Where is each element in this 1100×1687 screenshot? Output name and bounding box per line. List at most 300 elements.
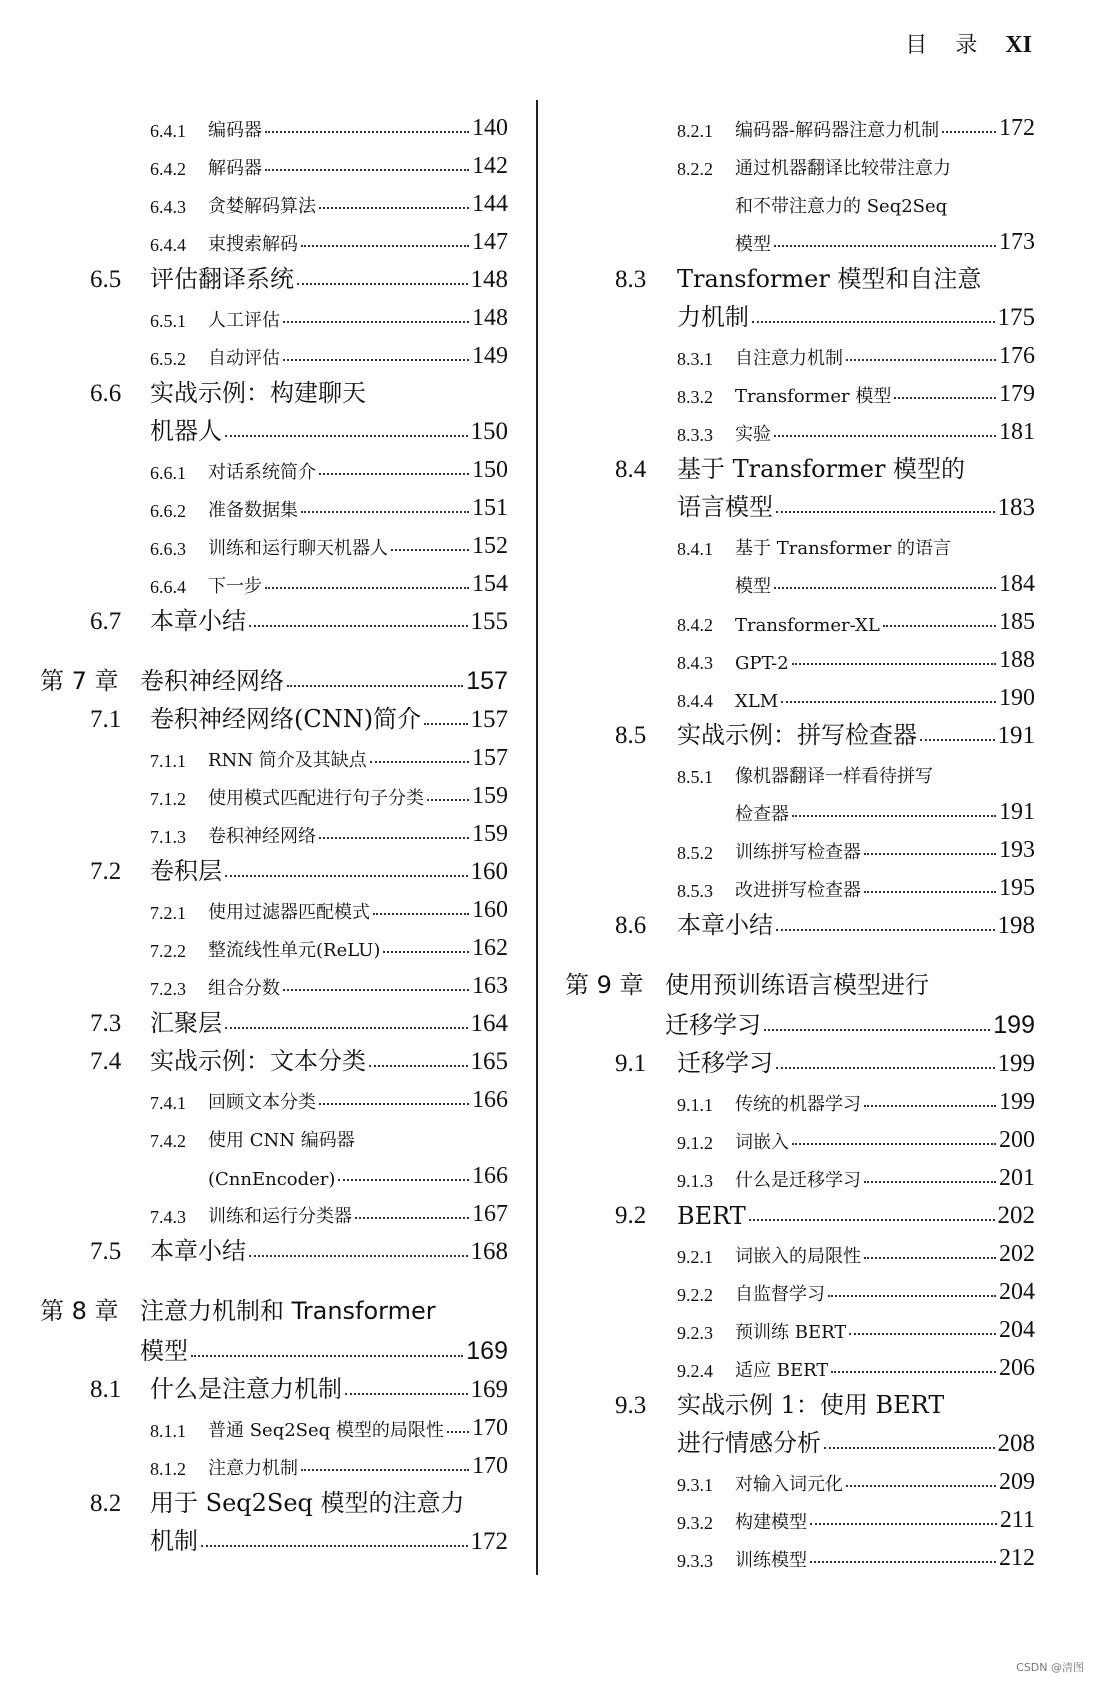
toc-entry-title: 预训练 BERT xyxy=(735,1322,847,1343)
toc-dot-leader xyxy=(864,1105,996,1107)
toc-dot-leader xyxy=(792,663,996,665)
toc-entry-page: 175 xyxy=(997,304,1035,331)
toc-entry-number: 8.2 xyxy=(90,1490,122,1517)
toc-entry-sub[interactable] xyxy=(40,810,508,848)
toc-dot-leader xyxy=(265,131,469,133)
toc-entry-page: 169 xyxy=(470,1376,508,1403)
toc-entry-sec[interactable] xyxy=(40,1038,508,1076)
toc-entry-sub[interactable] xyxy=(565,1230,1035,1268)
toc-entry-title: 人工评估 xyxy=(208,310,280,331)
toc-entry-page: 202 xyxy=(999,1241,1035,1267)
toc-gap xyxy=(40,1266,508,1286)
toc-dot-leader xyxy=(369,1065,468,1067)
toc-entry-title: 卷积层 xyxy=(150,857,222,885)
toc-entry-title: 束搜索解码 xyxy=(208,234,298,255)
toc-entry-number: 9.2.2 xyxy=(677,1285,713,1305)
toc-dot-leader xyxy=(781,701,996,703)
toc-entry-title: 通过机器翻译比较带注意力 xyxy=(735,158,951,179)
toc-entry-sec[interactable] xyxy=(565,902,1035,940)
toc-dot-leader xyxy=(427,799,469,801)
toc-entry-page: 183 xyxy=(997,494,1035,521)
toc-entry-page: 152 xyxy=(472,533,508,559)
toc-dot-leader xyxy=(831,1371,996,1373)
toc-entry-sec[interactable] xyxy=(565,294,1035,332)
toc-entry-title: Transformer 模型和自注意 xyxy=(677,265,982,293)
toc-entry-number: 7.4.1 xyxy=(150,1093,186,1113)
toc-entry-number: 9.2.1 xyxy=(677,1247,713,1267)
toc-dot-leader xyxy=(201,1545,468,1547)
toc-entry-sub[interactable] xyxy=(40,1442,508,1480)
toc-entry-page: 200 xyxy=(999,1127,1035,1153)
toc-dot-leader xyxy=(846,1485,996,1487)
toc-entry-title: 自监督学习 xyxy=(735,1284,825,1305)
toc-entry-title: 注意力机制 xyxy=(208,1458,298,1479)
toc-entry-page: 164 xyxy=(470,1010,508,1037)
toc-entry-number: 第 7 章 xyxy=(40,667,119,695)
toc-entry-sub[interactable] xyxy=(565,1116,1035,1154)
toc-entry-page: 157 xyxy=(470,706,508,733)
toc-entry-page: 144 xyxy=(472,191,508,217)
toc-entry-page: 162 xyxy=(472,935,508,961)
toc-dot-leader xyxy=(864,891,996,893)
toc-entry-title: 模型 xyxy=(140,1337,188,1365)
page-header xyxy=(905,28,1032,59)
toc-entry-title: 词嵌入的局限性 xyxy=(735,1246,861,1267)
toc-entry-title: 什么是注意力机制 xyxy=(150,1375,342,1403)
toc-entry-number: 9.3 xyxy=(615,1392,647,1419)
toc-dot-leader xyxy=(824,1447,995,1449)
toc-entry-number: 8.4.1 xyxy=(677,539,713,559)
toc-entry-sub[interactable] xyxy=(565,826,1035,864)
toc-entry-sub[interactable] xyxy=(565,1268,1035,1306)
toc-entry-sub[interactable] xyxy=(565,750,1035,788)
toc-entry-sec[interactable] xyxy=(40,696,508,734)
toc-entry-page: 169 xyxy=(466,1337,508,1365)
toc-entry-title: 本章小结 xyxy=(677,911,773,939)
toc-entry-title: 模型 xyxy=(735,234,771,255)
toc-entry-number: 8.3.3 xyxy=(677,425,713,445)
toc-entry-sub[interactable] xyxy=(40,734,508,772)
toc-entry-title: 构建模型 xyxy=(735,1512,807,1533)
toc-entry-number: 6.6.4 xyxy=(150,577,186,597)
toc-entry-title: 本章小结 xyxy=(150,607,246,635)
toc-dot-leader xyxy=(345,1393,468,1395)
toc-dot-leader xyxy=(319,1103,469,1105)
toc-dot-leader xyxy=(846,359,996,361)
toc-entry-page: 176 xyxy=(999,343,1035,369)
toc-entry-sec[interactable] xyxy=(40,1480,508,1518)
toc-entry-sec[interactable] xyxy=(40,370,508,408)
toc-entry-title: 自动评估 xyxy=(208,348,280,369)
toc-entry-number: 9.1.2 xyxy=(677,1133,713,1153)
toc-entry-sec[interactable] xyxy=(40,598,508,636)
toc-dot-leader xyxy=(370,761,469,763)
toc-entry-page: 191 xyxy=(999,799,1035,825)
toc-dot-leader xyxy=(864,1181,996,1183)
toc-entry-number: 8.4.2 xyxy=(677,615,713,635)
toc-entry-sub[interactable] xyxy=(565,1154,1035,1192)
toc-dot-leader xyxy=(338,1179,469,1181)
toc-entry-sub[interactable] xyxy=(40,1152,508,1190)
toc-entry-sub[interactable] xyxy=(40,886,508,924)
toc-entry-page: 199 xyxy=(999,1089,1035,1115)
toc-entry-title: 和不带注意力的 Seq2Seq xyxy=(735,196,948,217)
toc-entry-page: 190 xyxy=(999,685,1035,711)
toc-entry-sub[interactable] xyxy=(565,864,1035,902)
toc-entry-title: 实战示例 1：使用 BERT xyxy=(677,1391,945,1419)
toc-entry-page: 170 xyxy=(472,1415,508,1441)
toc-entry-number: 8.4.3 xyxy=(677,653,713,673)
toc-entry-title: 卷积神经网络 xyxy=(208,826,316,847)
toc-entry-page: 199 xyxy=(993,1011,1035,1039)
toc-entry-title: 回顾文本分类 xyxy=(208,1092,316,1113)
toc-entry-title: 整流线性单元(ReLU) xyxy=(208,940,381,961)
toc-dot-leader xyxy=(283,989,469,991)
toc-entry-sec[interactable] xyxy=(40,1366,508,1404)
toc-entry-title: 实验 xyxy=(735,424,771,445)
toc-entry-sub[interactable] xyxy=(40,218,508,256)
toc-dot-leader xyxy=(776,929,995,931)
toc-entry-number: 8.2.1 xyxy=(677,121,713,141)
toc-right-column xyxy=(565,104,1035,1572)
column-divider xyxy=(536,100,538,1575)
toc-left-column xyxy=(40,104,508,1556)
toc-entry-sec[interactable] xyxy=(40,1000,508,1038)
toc-entry-page: 173 xyxy=(999,229,1035,255)
toc-dot-leader xyxy=(776,1067,995,1069)
toc-dot-leader xyxy=(391,549,469,551)
toc-entry-sub[interactable] xyxy=(565,180,1035,218)
toc-entry-page: 159 xyxy=(472,821,508,847)
toc-entry-title: 机器人 xyxy=(150,417,222,445)
toc-entry-page: 147 xyxy=(472,229,508,255)
toc-entry-sub[interactable] xyxy=(40,104,508,142)
toc-entry-number: 7.1.3 xyxy=(150,827,186,847)
toc-entry-number: 6.4.2 xyxy=(150,159,186,179)
toc-entry-sec[interactable] xyxy=(565,1192,1035,1230)
toc-entry-sub[interactable] xyxy=(565,142,1035,180)
toc-entry-title: BERT xyxy=(677,1202,746,1230)
toc-entry-title: 进行情感分析 xyxy=(677,1429,821,1457)
toc-entry-sub[interactable] xyxy=(565,1306,1035,1344)
toc-dot-leader xyxy=(810,1523,997,1525)
toc-entry-title: 对话系统简介 xyxy=(208,462,316,483)
toc-entry-title: 基于 Transformer 模型的 xyxy=(677,455,966,483)
toc-entry-title: 解码器 xyxy=(208,158,262,179)
toc-entry-number: 6.6.3 xyxy=(150,539,186,559)
toc-entry-number: 9.3.1 xyxy=(677,1475,713,1495)
toc-entry-sub[interactable] xyxy=(40,180,508,218)
toc-entry-title: 模型 xyxy=(735,576,771,597)
toc-entry-sub[interactable] xyxy=(40,142,508,180)
toc-entry-sub[interactable] xyxy=(565,788,1035,826)
toc-entry-sub[interactable] xyxy=(565,636,1035,674)
toc-entry-number: 8.1.2 xyxy=(150,1459,186,1479)
toc-entry-number: 7.5 xyxy=(90,1238,122,1265)
toc-entry-number: 第 8 章 xyxy=(40,1297,119,1325)
toc-entry-number: 8.3 xyxy=(615,266,647,293)
toc-dot-leader xyxy=(301,1469,469,1471)
toc-entry-number: 9.2.4 xyxy=(677,1361,713,1381)
toc-entry-title: (CnnEncoder) xyxy=(208,1169,336,1190)
toc-entry-number: 7.1.2 xyxy=(150,789,186,809)
toc-entry-number: 8.6 xyxy=(615,912,647,939)
toc-dot-leader xyxy=(319,207,469,209)
toc-entry-page: 211 xyxy=(999,1507,1035,1533)
toc-entry-sub[interactable] xyxy=(565,522,1035,560)
toc-entry-title: 使用模式匹配进行句子分类 xyxy=(208,788,424,809)
toc-entry-page: 157 xyxy=(472,745,508,771)
toc-entry-number: 6.4.3 xyxy=(150,197,186,217)
toc-entry-sub[interactable] xyxy=(565,1496,1035,1534)
toc-entry-title: 卷积神经网络 xyxy=(140,667,284,695)
toc-entry-page: 188 xyxy=(999,647,1035,673)
toc-dot-leader xyxy=(883,625,996,627)
toc-entry-sub[interactable] xyxy=(565,560,1035,598)
toc-entry-title: GPT-2 xyxy=(735,653,789,674)
toc-entry-chap[interactable] xyxy=(565,960,1035,1000)
toc-dot-leader xyxy=(319,837,469,839)
toc-entry-sec[interactable] xyxy=(565,484,1035,522)
toc-entry-title: 迁移学习 xyxy=(665,1011,761,1039)
toc-entry-page: 179 xyxy=(999,381,1035,407)
toc-entry-title: 用于 Seq2Seq 模型的注意力 xyxy=(150,1489,465,1517)
toc-dot-leader xyxy=(225,875,468,877)
toc-entry-page: 148 xyxy=(472,305,508,331)
toc-entry-sec[interactable] xyxy=(565,1420,1035,1458)
toc-entry-number: 6.4.4 xyxy=(150,235,186,255)
toc-dot-leader xyxy=(774,245,996,247)
toc-entry-sec[interactable] xyxy=(40,408,508,446)
toc-entry-page: 193 xyxy=(999,837,1035,863)
toc-entry-title: 像机器翻译一样看待拼写 xyxy=(735,766,933,787)
toc-entry-number: 6.4.1 xyxy=(150,121,186,141)
toc-entry-sec[interactable] xyxy=(565,1040,1035,1078)
toc-entry-page: 166 xyxy=(472,1163,508,1189)
toc-entry-title: 训练模型 xyxy=(735,1550,807,1571)
toc-entry-chap[interactable] xyxy=(40,1326,508,1366)
toc-entry-sub[interactable] xyxy=(565,408,1035,446)
toc-entry-number: 8.5.3 xyxy=(677,881,713,901)
toc-entry-sub[interactable] xyxy=(40,484,508,522)
toc-dot-leader xyxy=(301,511,469,513)
toc-entry-sub[interactable] xyxy=(40,560,508,598)
toc-entry-number: 7.4.3 xyxy=(150,1207,186,1227)
toc-entry-number: 6.5.2 xyxy=(150,349,186,369)
toc-entry-sec[interactable] xyxy=(565,446,1035,484)
toc-entry-page: 212 xyxy=(999,1545,1035,1571)
toc-entry-title: 编码器 xyxy=(208,120,262,141)
toc-entry-title: 汇聚层 xyxy=(150,1009,222,1037)
toc-entry-page: 140 xyxy=(472,115,508,141)
header-label-lu: 录 xyxy=(955,33,978,58)
toc-entry-title: 卷积神经网络(CNN)简介 xyxy=(150,705,422,733)
toc-dot-leader xyxy=(191,1355,463,1357)
toc-entry-page: 181 xyxy=(999,419,1035,445)
toc-dot-leader xyxy=(373,913,469,915)
toc-dot-leader xyxy=(225,435,468,437)
toc-entry-page: 206 xyxy=(999,1355,1035,1381)
toc-entry-page: 160 xyxy=(470,858,508,885)
toc-entry-title: 训练拼写检查器 xyxy=(735,842,861,863)
toc-dot-leader xyxy=(283,359,469,361)
toc-dot-leader xyxy=(265,587,469,589)
toc-entry-number: 8.4 xyxy=(615,456,647,483)
toc-entry-page: 170 xyxy=(472,1453,508,1479)
toc-entry-title: 检查器 xyxy=(735,804,789,825)
toc-entry-sub[interactable] xyxy=(565,332,1035,370)
toc-entry-chap[interactable] xyxy=(565,1000,1035,1040)
toc-entry-title: 实战示例：拼写检查器 xyxy=(677,721,917,749)
toc-entry-title: 本章小结 xyxy=(150,1237,246,1265)
header-page-number: XI xyxy=(1005,32,1032,58)
toc-entry-title: 实战示例：文本分类 xyxy=(150,1047,366,1075)
toc-entry-number: 7.4 xyxy=(90,1048,122,1075)
toc-entry-number: 8.3.2 xyxy=(677,387,713,407)
toc-entry-page: 198 xyxy=(997,912,1035,939)
toc-entry-page: 204 xyxy=(999,1279,1035,1305)
toc-entry-number: 6.5 xyxy=(90,266,122,293)
toc-entry-number: 7.2.2 xyxy=(150,941,186,961)
toc-entry-sub[interactable] xyxy=(565,1078,1035,1116)
toc-entry-number: 8.1.1 xyxy=(150,1421,186,1441)
toc-entry-page: 160 xyxy=(472,897,508,923)
toc-entry-sub[interactable] xyxy=(565,104,1035,142)
toc-dot-leader xyxy=(864,1257,996,1259)
toc-entry-number: 9.3.2 xyxy=(677,1513,713,1533)
toc-entry-page: 199 xyxy=(997,1050,1035,1077)
toc-entry-number: 9.1 xyxy=(615,1050,647,1077)
toc-entry-number: 6.7 xyxy=(90,608,122,635)
toc-entry-title: 实战示例：构建聊天 xyxy=(150,379,366,407)
toc-dot-leader xyxy=(792,815,996,817)
toc-entry-title: 贪婪解码算法 xyxy=(208,196,316,217)
toc-entry-sec[interactable] xyxy=(565,256,1035,294)
toc-entry-title: 训练和运行聊天机器人 xyxy=(208,538,388,559)
toc-entry-title: 使用过滤器匹配模式 xyxy=(208,902,370,923)
toc-entry-title: 迁移学习 xyxy=(677,1049,773,1077)
toc-entry-sub[interactable] xyxy=(565,218,1035,256)
toc-dot-leader xyxy=(894,397,996,399)
toc-gap xyxy=(40,636,508,656)
toc-entry-title: 使用 CNN 编码器 xyxy=(208,1130,355,1151)
toc-dot-leader xyxy=(792,1143,996,1145)
toc-entry-sec[interactable] xyxy=(40,1228,508,1266)
toc-entry-page: 149 xyxy=(472,343,508,369)
toc-entry-title: 评估翻译系统 xyxy=(150,265,294,293)
toc-entry-sub[interactable] xyxy=(40,332,508,370)
toc-entry-title: Transformer 模型 xyxy=(735,386,892,407)
toc-entry-page: 191 xyxy=(997,722,1035,749)
toc-dot-leader xyxy=(225,1027,468,1029)
toc-entry-sec[interactable] xyxy=(565,712,1035,750)
toc-entry-number: 9.1.3 xyxy=(677,1171,713,1191)
toc-dot-leader xyxy=(774,587,996,589)
toc-dot-leader xyxy=(319,473,469,475)
toc-dot-leader xyxy=(283,321,469,323)
toc-entry-title: 注意力机制和 Transformer xyxy=(140,1297,436,1325)
toc-entry-title: RNN 简介及其缺点 xyxy=(208,750,367,771)
toc-entry-page: 208 xyxy=(997,1430,1035,1457)
toc-entry-sec[interactable] xyxy=(40,848,508,886)
toc-entry-page: 184 xyxy=(999,571,1035,597)
toc-entry-chap[interactable] xyxy=(40,1286,508,1326)
toc-entry-title: 普通 Seq2Seq 模型的局限性 xyxy=(208,1420,444,1441)
toc-entry-number: 9.2 xyxy=(615,1202,647,1229)
toc-entry-page: 155 xyxy=(470,608,508,635)
toc-entry-sub[interactable] xyxy=(565,674,1035,712)
toc-entry-number: 7.3 xyxy=(90,1010,122,1037)
toc-entry-sub[interactable] xyxy=(565,370,1035,408)
toc-dot-leader xyxy=(752,321,995,323)
toc-entry-sub[interactable] xyxy=(40,924,508,962)
toc-entry-chap[interactable] xyxy=(40,656,508,696)
toc-entry-number: 8.5.2 xyxy=(677,843,713,863)
toc-entry-page: 202 xyxy=(997,1202,1035,1229)
toc-entry-page: 157 xyxy=(466,667,508,695)
toc-entry-number: 9.3.3 xyxy=(677,1551,713,1571)
toc-entry-page: 166 xyxy=(472,1087,508,1113)
toc-dot-leader xyxy=(301,245,469,247)
toc-dot-leader xyxy=(249,625,468,627)
toc-entry-title: 训练和运行分类器 xyxy=(208,1206,352,1227)
toc-entry-sec[interactable] xyxy=(565,1382,1035,1420)
toc-entry-page: 151 xyxy=(472,495,508,521)
toc-dot-leader xyxy=(810,1561,996,1563)
toc-entry-title: 基于 Transformer 的语言 xyxy=(735,538,952,559)
toc-entry-sub[interactable] xyxy=(40,772,508,810)
toc-entry-title: 自注意力机制 xyxy=(735,348,843,369)
toc-entry-number: 8.5.1 xyxy=(677,767,713,787)
toc-dot-leader xyxy=(447,1431,469,1433)
toc-entry-page: 163 xyxy=(472,973,508,999)
toc-entry-sub[interactable] xyxy=(565,1458,1035,1496)
toc-entry-title: 改进拼写检查器 xyxy=(735,880,861,901)
toc-entry-page: 167 xyxy=(472,1201,508,1227)
toc-entry-title: 力机制 xyxy=(677,303,749,331)
toc-entry-sec[interactable] xyxy=(40,1518,508,1556)
toc-entry-sub[interactable] xyxy=(565,1534,1035,1572)
toc-entry-title: XLM xyxy=(735,691,779,712)
toc-entry-sub[interactable] xyxy=(40,1404,508,1442)
toc-entry-sub[interactable] xyxy=(40,294,508,332)
toc-entry-page: 209 xyxy=(999,1469,1035,1495)
toc-entry-page: 148 xyxy=(470,266,508,293)
toc-entry-sub[interactable] xyxy=(565,1344,1035,1382)
toc-entry-number: 7.1.1 xyxy=(150,751,186,771)
toc-dot-leader xyxy=(764,1029,990,1031)
toc-entry-sub[interactable] xyxy=(565,598,1035,636)
toc-entry-sub[interactable] xyxy=(40,962,508,1000)
toc-entry-page: 165 xyxy=(470,1048,508,1075)
toc-dot-leader xyxy=(828,1295,996,1297)
toc-entry-sub[interactable] xyxy=(40,1190,508,1228)
toc-dot-leader xyxy=(864,853,996,855)
toc-entry-title: Transformer-XL xyxy=(735,615,880,636)
toc-entry-number: 6.6.2 xyxy=(150,501,186,521)
toc-entry-sub[interactable] xyxy=(40,1076,508,1114)
toc-entry-title: 适应 BERT xyxy=(735,1360,829,1381)
toc-dot-leader xyxy=(249,1255,468,1257)
toc-entry-sub[interactable] xyxy=(40,1114,508,1152)
toc-entry-number: 9.2.3 xyxy=(677,1323,713,1343)
toc-entry-sub[interactable] xyxy=(40,522,508,560)
toc-entry-sec[interactable] xyxy=(40,256,508,294)
toc-entry-number: 8.2.2 xyxy=(677,159,713,179)
toc-dot-leader xyxy=(383,951,469,953)
toc-entry-sub[interactable] xyxy=(40,446,508,484)
toc-entry-page: 201 xyxy=(999,1165,1035,1191)
